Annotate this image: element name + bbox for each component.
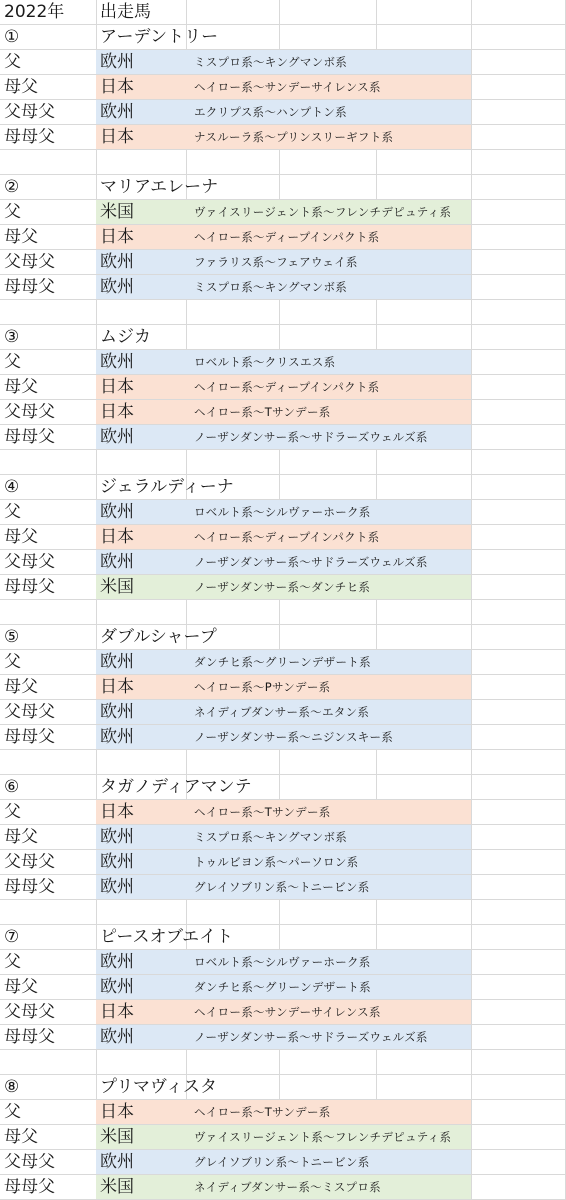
- pedigree-row[interactable]: [0, 225, 566, 250]
- horse-number[interactable]: ②: [4, 177, 20, 197]
- pedigree-row[interactable]: [0, 275, 566, 300]
- sire-line-cell[interactable]: ヘイロー系～Tサンデー系: [194, 1105, 331, 1119]
- region-cell[interactable]: 欧州: [100, 1027, 134, 1047]
- horse-title-row[interactable]: [0, 625, 566, 650]
- region-cell[interactable]: 欧州: [100, 852, 134, 872]
- relation-cell[interactable]: 父母父: [4, 252, 55, 272]
- pedigree-row[interactable]: [0, 650, 566, 675]
- relation-cell[interactable]: 母母父: [4, 427, 55, 447]
- region-cell[interactable]: 欧州: [100, 727, 134, 747]
- sire-line-cell[interactable]: ヘイロー系～サンデーサイレンス系: [194, 1005, 381, 1019]
- horse-name[interactable]: マリアエレーナ: [100, 177, 219, 197]
- pedigree-row[interactable]: [0, 875, 566, 900]
- header-year[interactable]: 2022年: [4, 2, 65, 22]
- empty-row[interactable]: [0, 150, 566, 175]
- region-cell[interactable]: 米国: [100, 1177, 134, 1197]
- region-cell[interactable]: 欧州: [100, 702, 134, 722]
- horse-name[interactable]: プリマヴィスタ: [100, 1077, 217, 1097]
- region-cell[interactable]: 米国: [100, 1127, 134, 1147]
- sire-line-cell[interactable]: ネイディブダンサー系～ミスプロ系: [194, 1180, 381, 1194]
- sire-line-cell[interactable]: ヘイロー系～ディープインパクト系: [194, 530, 380, 544]
- relation-cell[interactable]: 父: [4, 352, 21, 372]
- sire-line-cell[interactable]: ヴァイスリージェント系～フレンチデピュティ系: [194, 205, 452, 219]
- sire-line-cell[interactable]: ロベルト系～シルヴァーホーク系: [194, 505, 371, 519]
- region-cell[interactable]: 欧州: [100, 652, 134, 672]
- region-cell[interactable]: 日本: [100, 377, 134, 397]
- pedigree-row[interactable]: [0, 250, 566, 275]
- pedigree-row[interactable]: [0, 1150, 566, 1175]
- sire-line-cell[interactable]: グレイソブリン系～トニービン系: [194, 880, 370, 894]
- empty-row[interactable]: [0, 750, 566, 775]
- region-cell[interactable]: 欧州: [100, 1152, 134, 1172]
- header-row[interactable]: [0, 0, 566, 25]
- sire-line-cell[interactable]: ノーザンダンサー系～サドラーズウェルズ系: [194, 555, 428, 569]
- relation-cell[interactable]: 父: [4, 52, 21, 72]
- region-cell[interactable]: 欧州: [100, 427, 134, 447]
- pedigree-row[interactable]: [0, 350, 566, 375]
- sire-line-cell[interactable]: ノーザンダンサー系～サドラーズウェルズ系: [194, 1030, 428, 1044]
- relation-cell[interactable]: 父母父: [4, 702, 55, 722]
- relation-cell[interactable]: 父: [4, 1102, 21, 1122]
- sire-line-cell[interactable]: ヘイロー系～ディープインパクト系: [194, 380, 380, 394]
- horse-number[interactable]: ⑤: [4, 627, 20, 647]
- pedigree-row[interactable]: [0, 375, 566, 400]
- pedigree-row[interactable]: [0, 550, 566, 575]
- region-cell[interactable]: 欧州: [100, 277, 134, 297]
- pedigree-row[interactable]: [0, 200, 566, 225]
- relation-cell[interactable]: 母父: [4, 377, 38, 397]
- horse-name[interactable]: ダブルシャープ: [100, 627, 217, 647]
- sire-line-cell[interactable]: ロベルト系～クリスエス系: [194, 355, 336, 369]
- horse-number[interactable]: ①: [4, 27, 20, 47]
- relation-cell[interactable]: 母母父: [4, 877, 55, 897]
- relation-cell[interactable]: 母父: [4, 977, 38, 997]
- horse-title-row[interactable]: [0, 1075, 566, 1100]
- region-cell[interactable]: 日本: [100, 677, 134, 697]
- horse-title-row[interactable]: [0, 25, 566, 50]
- horse-number[interactable]: ⑦: [4, 927, 20, 947]
- region-cell[interactable]: 日本: [100, 227, 134, 247]
- relation-cell[interactable]: 父母父: [4, 102, 55, 122]
- relation-cell[interactable]: 母母父: [4, 127, 55, 147]
- region-cell[interactable]: 欧州: [100, 52, 134, 72]
- relation-cell[interactable]: 父: [4, 652, 21, 672]
- region-cell[interactable]: 日本: [100, 402, 134, 422]
- region-cell[interactable]: 日本: [100, 1002, 134, 1022]
- pedigree-row[interactable]: [0, 525, 566, 550]
- relation-cell[interactable]: 母父: [4, 677, 38, 697]
- pedigree-row[interactable]: [0, 1100, 566, 1125]
- region-cell[interactable]: 日本: [100, 127, 134, 147]
- horse-title-row[interactable]: [0, 325, 566, 350]
- pedigree-row[interactable]: [0, 125, 566, 150]
- relation-cell[interactable]: 母母父: [4, 727, 55, 747]
- relation-cell[interactable]: 父母父: [4, 852, 55, 872]
- sire-line-cell[interactable]: トゥルビヨン系～パーソロン系: [194, 855, 359, 869]
- horse-title-row[interactable]: [0, 775, 566, 800]
- sire-line-cell[interactable]: ヘイロー系～Tサンデー系: [194, 405, 331, 419]
- horse-name[interactable]: タガノディアマンテ: [100, 777, 252, 797]
- region-cell[interactable]: 欧州: [100, 502, 134, 522]
- sire-line-cell[interactable]: ミスプロ系～キングマンボ系: [194, 830, 348, 844]
- pedigree-row[interactable]: [0, 100, 566, 125]
- region-cell[interactable]: 米国: [100, 577, 134, 597]
- sire-line-cell[interactable]: ヘイロー系～Tサンデー系: [194, 805, 331, 819]
- region-cell[interactable]: 欧州: [100, 877, 134, 897]
- horse-name[interactable]: ムジカ: [100, 327, 151, 347]
- horse-name[interactable]: ジェラルディーナ: [100, 477, 234, 497]
- relation-cell[interactable]: 母母父: [4, 1177, 55, 1197]
- empty-row[interactable]: [0, 1050, 566, 1075]
- sire-line-cell[interactable]: ロベルト系～シルヴァーホーク系: [194, 955, 371, 969]
- pedigree-row[interactable]: [0, 825, 566, 850]
- sire-line-cell[interactable]: ノーザンダンサー系～ニジンスキー系: [194, 730, 394, 744]
- horse-number[interactable]: ⑧: [4, 1077, 20, 1097]
- region-cell[interactable]: 日本: [100, 802, 134, 822]
- sire-line-cell[interactable]: ヴァイスリージェント系～フレンチデピュティ系: [194, 1130, 452, 1144]
- relation-cell[interactable]: 父: [4, 502, 21, 522]
- relation-cell[interactable]: 母母父: [4, 1027, 55, 1047]
- region-cell[interactable]: 日本: [100, 77, 134, 97]
- horse-title-row[interactable]: [0, 925, 566, 950]
- sire-line-cell[interactable]: ミスプロ系～キングマンボ系: [194, 55, 348, 69]
- relation-cell[interactable]: 父: [4, 202, 21, 222]
- sire-line-cell[interactable]: ファラリス系～フェアウェイ系: [194, 255, 358, 269]
- region-cell[interactable]: 米国: [100, 202, 134, 222]
- sire-line-cell[interactable]: ノーザンダンサー系～ダンチヒ系: [194, 580, 371, 594]
- relation-cell[interactable]: 母父: [4, 77, 38, 97]
- region-cell[interactable]: 欧州: [100, 952, 134, 972]
- pedigree-row[interactable]: [0, 850, 566, 875]
- relation-cell[interactable]: 母母父: [4, 577, 55, 597]
- pedigree-row[interactable]: [0, 675, 566, 700]
- pedigree-row[interactable]: [0, 800, 566, 825]
- horse-number[interactable]: ⑥: [4, 777, 20, 797]
- pedigree-row[interactable]: [0, 575, 566, 600]
- relation-cell[interactable]: 父: [4, 952, 21, 972]
- sire-line-cell[interactable]: グレイソブリン系～トニービン系: [194, 1155, 370, 1169]
- region-cell[interactable]: 日本: [100, 1102, 134, 1122]
- pedigree-row[interactable]: [0, 725, 566, 750]
- sire-line-cell[interactable]: ミスプロ系～キングマンボ系: [194, 280, 348, 294]
- pedigree-row[interactable]: [0, 425, 566, 450]
- sire-line-cell[interactable]: ヘイロー系～ディープインパクト系: [194, 230, 380, 244]
- relation-cell[interactable]: 父: [4, 802, 21, 822]
- pedigree-row[interactable]: [0, 950, 566, 975]
- pedigree-row[interactable]: [0, 75, 566, 100]
- region-cell[interactable]: 欧州: [100, 977, 134, 997]
- pedigree-row[interactable]: [0, 500, 566, 525]
- pedigree-row[interactable]: [0, 1175, 566, 1200]
- horse-number[interactable]: ④: [4, 477, 20, 497]
- region-cell[interactable]: 欧州: [100, 352, 134, 372]
- horse-name[interactable]: ピースオブエイト: [100, 927, 234, 947]
- header-column[interactable]: 出走馬: [100, 2, 151, 22]
- pedigree-row[interactable]: [0, 975, 566, 1000]
- empty-row[interactable]: [0, 300, 566, 325]
- sire-line-cell[interactable]: ダンチヒ系～グリーンデザート系: [194, 655, 371, 669]
- region-cell[interactable]: 日本: [100, 527, 134, 547]
- sire-line-cell[interactable]: エクリプス系～ハンプトン系: [194, 105, 347, 119]
- sire-line-cell[interactable]: ダンチヒ系～グリーンデザート系: [194, 980, 371, 994]
- pedigree-row[interactable]: [0, 400, 566, 425]
- sire-line-cell[interactable]: ノーザンダンサー系～サドラーズウェルズ系: [194, 430, 428, 444]
- empty-row[interactable]: [0, 600, 566, 625]
- horse-title-row[interactable]: [0, 175, 566, 200]
- region-cell[interactable]: 欧州: [100, 252, 134, 272]
- pedigree-row[interactable]: [0, 50, 566, 75]
- relation-cell[interactable]: 母母父: [4, 277, 55, 297]
- empty-row[interactable]: [0, 450, 566, 475]
- relation-cell[interactable]: 母父: [4, 527, 38, 547]
- relation-cell[interactable]: 父母父: [4, 402, 55, 422]
- pedigree-row[interactable]: [0, 1125, 566, 1150]
- pedigree-row[interactable]: [0, 700, 566, 725]
- relation-cell[interactable]: 母父: [4, 227, 38, 247]
- region-cell[interactable]: 欧州: [100, 827, 134, 847]
- horse-title-row[interactable]: [0, 475, 566, 500]
- sire-line-cell[interactable]: ヘイロー系～サンデーサイレンス系: [194, 80, 381, 94]
- relation-cell[interactable]: 父母父: [4, 1152, 55, 1172]
- relation-cell[interactable]: 母父: [4, 1127, 38, 1147]
- relation-cell[interactable]: 父母父: [4, 1002, 55, 1022]
- pedigree-row[interactable]: [0, 1000, 566, 1025]
- region-cell[interactable]: 欧州: [100, 552, 134, 572]
- horse-name[interactable]: アーデントリー: [100, 27, 219, 47]
- sire-line-cell[interactable]: ヘイロー系～Pサンデー系: [194, 680, 331, 694]
- empty-row[interactable]: [0, 900, 566, 925]
- relation-cell[interactable]: 父母父: [4, 552, 55, 572]
- sire-line-cell[interactable]: ネイディブダンサー系～エタン系: [194, 705, 370, 719]
- sire-line-cell[interactable]: ナスルーラ系～プリンスリーギフト系: [194, 130, 394, 144]
- pedigree-row[interactable]: [0, 1025, 566, 1050]
- relation-cell[interactable]: 母父: [4, 827, 38, 847]
- horse-number[interactable]: ③: [4, 327, 20, 347]
- region-cell[interactable]: 欧州: [100, 102, 134, 122]
